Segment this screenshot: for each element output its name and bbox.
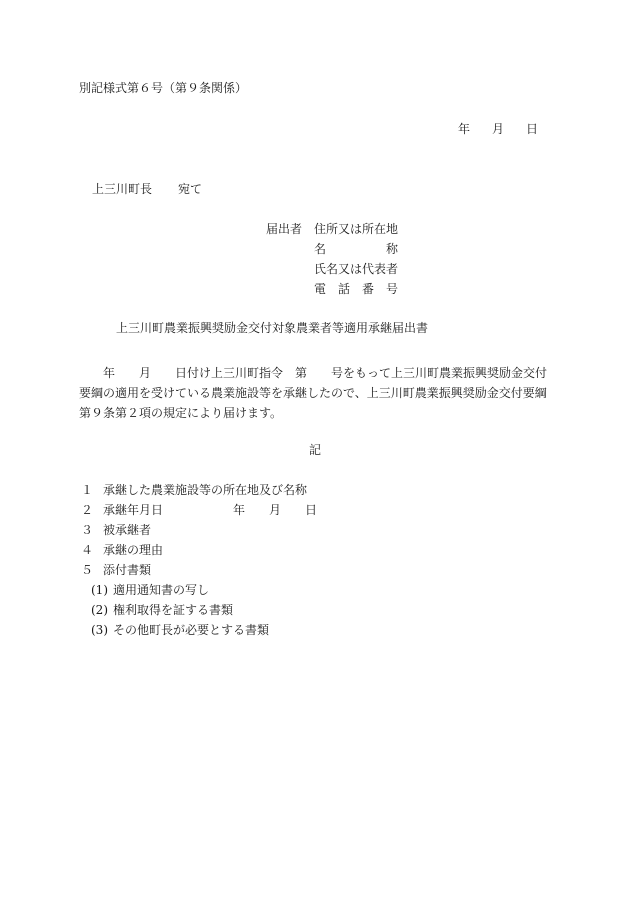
addressee-name: 上三川町長 <box>92 182 153 196</box>
succession-date: 年 月 日 <box>233 503 318 517</box>
attachment-item: (1) 適用通知書の写し <box>91 583 210 597</box>
date-day: 日 <box>526 122 539 136</box>
list-item: ５ 添付書類 <box>81 563 152 577</box>
notifier-fields <box>314 223 398 303</box>
ki-heading: 記 <box>309 443 322 457</box>
attachment-item: (3) その他町長が必要とする書類 <box>91 623 270 637</box>
body-text: 年 月 日付け上三川町指令 第 号をもって上三川町農業振興奨励金交付要綱の適用を受けている農業施設等を承継したので、上三川町農業振興奨励金交付要綱第９条第２項の規定により届けます。 <box>79 366 548 420</box>
addressee <box>92 183 202 195</box>
list-item: ２ 承継年月日 年 月 日 <box>81 503 318 517</box>
item-list <box>81 484 317 644</box>
body-paragraph <box>79 363 549 423</box>
list-item: ３ 被承継者 <box>81 523 152 537</box>
list-item: ４ 承継の理由 <box>81 543 164 557</box>
date-line <box>458 123 538 135</box>
notifier-representative: 氏名又は代表者 <box>314 262 399 276</box>
notifier-phone: 電 話 番 号 <box>314 282 399 296</box>
date-month: 月 <box>492 122 505 136</box>
notifier-name: 名 称 <box>314 242 398 256</box>
addressee-suffix: 宛て <box>178 182 203 196</box>
notifier-label: 届出者 <box>266 222 303 236</box>
attachment-item: (2) 権利取得を証する書類 <box>91 603 234 617</box>
notifier-address: 住所又は所在地 <box>314 222 399 236</box>
date-year: 年 <box>458 122 471 136</box>
form-label: 別記様式第６号（第９条関係） <box>79 81 248 95</box>
list-item: １ 承継した農業施設等の所在地及び名称 <box>81 483 308 497</box>
document-title: 上三川町農業振興奨励金交付対象農業者等適用承継届出書 <box>116 321 429 335</box>
